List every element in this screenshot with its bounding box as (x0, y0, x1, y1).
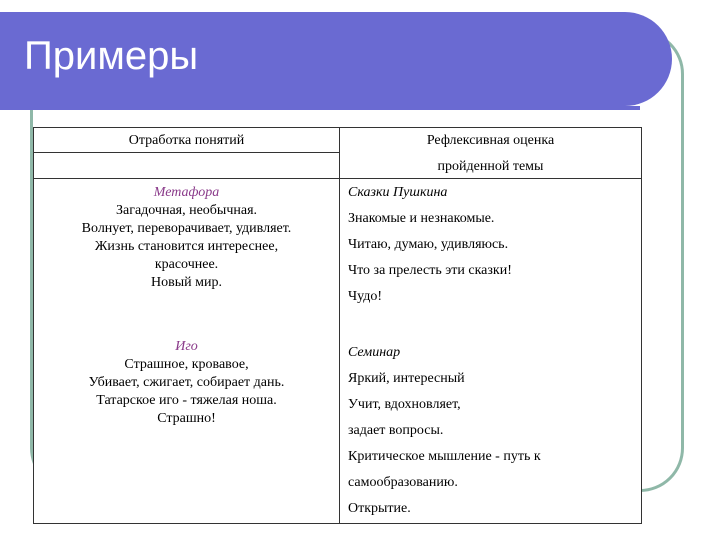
left-line: Волнует, переворачивает, удивляет. (81, 221, 292, 236)
title-underline (0, 106, 640, 110)
header-col2-line1: Рефлексивная оценка (426, 133, 555, 148)
left-line: Страшное, кровавое, (124, 357, 249, 372)
right-line: Яркий, интересный (348, 371, 465, 386)
term-pushkin-tales: Сказки Пушкина (348, 185, 448, 200)
right-line: Читаю, думаю, удивляюсь. (348, 237, 509, 252)
term-yoke: Иго (175, 339, 198, 354)
header-col2-line2: пройденной темы (437, 159, 544, 174)
slide-title: Примеры (24, 34, 199, 78)
left-line: Жизнь становится интереснее, (94, 239, 279, 254)
right-line: Знакомые и незнакомые. (348, 211, 495, 226)
left-line: Страшно! (157, 411, 216, 426)
right-line: Чудо! (348, 289, 383, 304)
term-seminar: Семинар (348, 345, 401, 360)
right-line: самообразованию. (348, 475, 458, 490)
left-line: Новый мир. (151, 275, 222, 290)
header-divider (34, 178, 641, 179)
term-metaphor: Метафора (153, 185, 220, 200)
right-line: Что за прелесть эти сказки! (348, 263, 512, 278)
left-line: Загадочная, необычная. (115, 203, 258, 218)
examples-table (33, 127, 642, 524)
left-line: Убивает, сжигает, собирает дань. (88, 375, 285, 390)
right-line: Открытие. (348, 501, 411, 516)
column-divider (339, 128, 340, 523)
right-line: Учит, вдохновляет, (348, 397, 461, 412)
header-col1: Отработка понятий (128, 133, 245, 148)
right-line: задает вопросы. (348, 423, 444, 438)
left-line: красочнее. (154, 257, 219, 272)
left-line: Татарское иго - тяжелая ноша. (96, 393, 277, 408)
right-line: Критическое мышление - путь к (348, 449, 541, 464)
header-divider-left (34, 152, 339, 153)
